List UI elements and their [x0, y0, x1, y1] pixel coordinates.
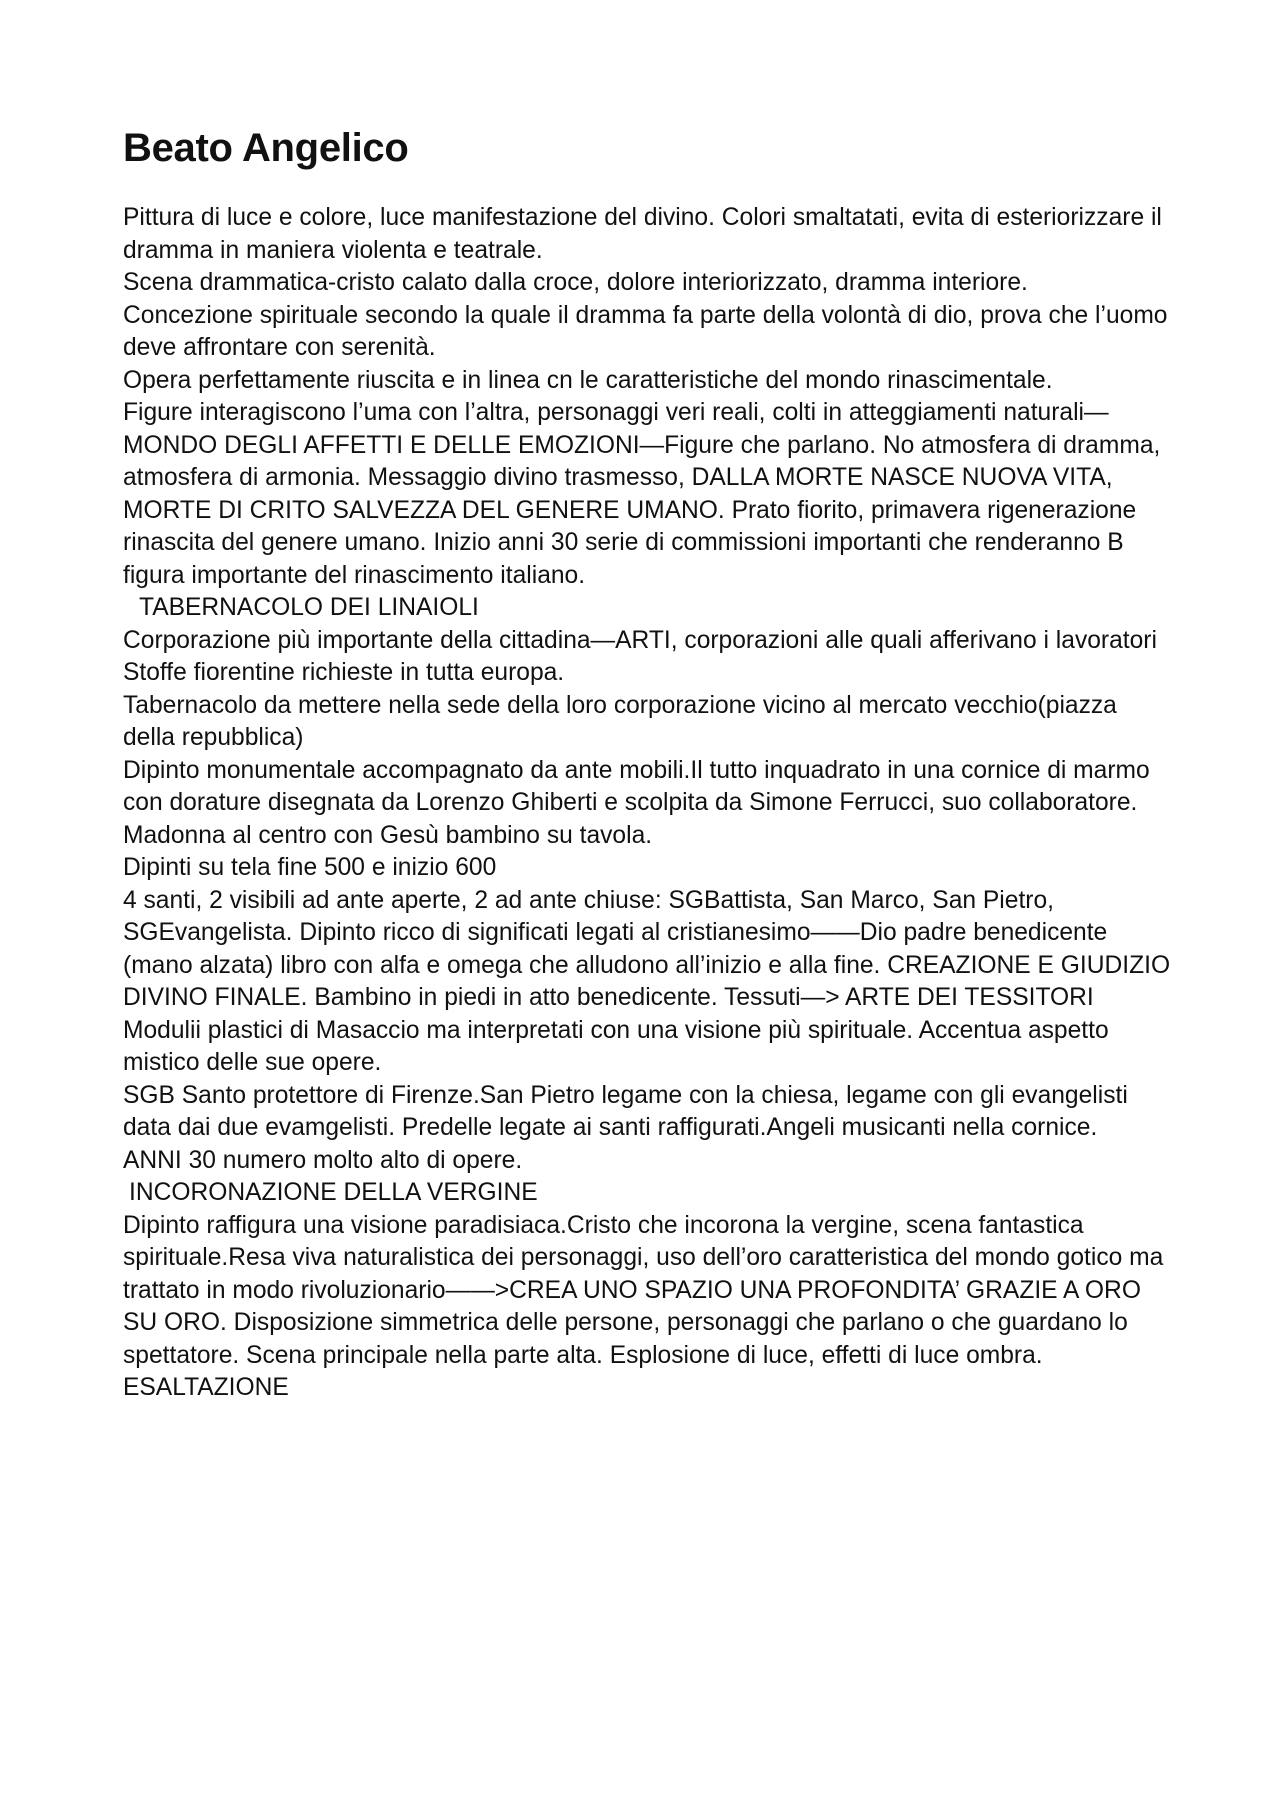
document-title: Beato Angelico: [123, 126, 409, 170]
paragraph: 4 santi, 2 visibili ad ante aperte, 2 ad ante chiuse: SGBattista, San Marco, San Pietro, SGEvangelista. Dipinto ricco di significati legati al cristianesimo——Dio padre benedicente (mano alzata) libro con alfa e omega che alludono all’inizio e alla fine. CREAZIONE E GIUDIZIO DIVINO FINALE. Bambino in piedi in atto benedicente. Tessuti—> ARTE DEI TESSITORI: [123, 886, 1171, 1011]
paragraph: Madonna al centro con Gesù bambino su tavola.: [123, 821, 653, 849]
paragraph: Dipinti su tela fine 500 e inizio 600: [123, 854, 497, 881]
paragraph: SGB Santo protettore di Firenze.San Pietro legame con la chiesa, legame con gli evangelisti data dai due evamgelisti. Predelle legate ai santi raffigurati.Angeli musicanti nella cornice.: [123, 1081, 1128, 1141]
paragraph: Scena drammatica-cristo calato dalla croce, dolore interiorizzato, dramma interiore.: [123, 269, 1028, 296]
section-heading-incoronazione: INCORONAZIONE DELLA VERGINE: [129, 1179, 538, 1206]
paragraph: Concezione spirituale secondo la quale il dramma fa parte della volontà di dio, prova che l’uomo deve affrontare con serenità.: [123, 301, 1168, 361]
paragraph: Tabernacolo da mettere nella sede della loro corporazione vicino al mercato vecchio(piazza della repubblica): [123, 691, 1117, 751]
paragraph: Figure interagiscono l’uma con l’altra, personaggi veri reali, colti in atteggiamenti naturali—MONDO DEGLI AFFETTI E DELLE EMOZIONI—Figure che parlano. No atmosfera di dramma, atmosfera di armonia. Messaggio divino trasmesso, DALLA MORTE NASCE NUOVA VITA, MORTE DI CRITO SALVEZZA DEL GENERE UMANO. Prato fiorito, primavera rigenerazione rinascita del genere umano. Inizio anni 30 serie di commissioni importanti che renderanno B figura importante del rinascimento italiano.: [123, 399, 1161, 589]
paragraph: ANNI 30 numero molto alto di opere.: [123, 1146, 523, 1174]
paragraph: Dipinto raffigura una visione paradisiaca.Cristo che incorona la vergine, scena fantastica spirituale.Resa viva naturalistica dei personaggi, uso dell’oro caratteristica del mondo gotico ma trattato in modo rivoluzionario——>CREA UNO SPAZIO UNA PROFONDITA’ GRAZIE A ORO SU ORO. Disposizione simmetrica delle persone, personaggi che parlano o che guardano lo spettatore. Scena principale nella parte alta. Esplosione di luce, effetti di luce ombra. ESALTAZIONE: [123, 1211, 1164, 1401]
paragraph: Dipinto monumentale accompagnato da ante mobili.Il tutto inquadrato in una cornice di marmo con dorature disegnata da Lorenzo Ghiberti e scolpita da Simone Ferrucci, suo collaboratore.: [123, 756, 1150, 816]
paragraph: Opera perfettamente riuscita e in linea cn le caratteristiche del mondo rinascimentale.: [123, 366, 1053, 394]
document-page: [123, 124, 1173, 1405]
paragraph: Stoffe fiorentine richieste in tutta europa.: [123, 659, 565, 686]
paragraph: Corporazione più importante della cittadina—ARTI, corporazioni alle quali afferivano i lavoratori: [123, 626, 1157, 654]
paragraph: Modulii plastici di Masaccio ma interpretati con una visione più spirituale. Accentua aspetto mistico delle sue opere.: [123, 1016, 1109, 1076]
document-body: [123, 202, 1173, 1405]
paragraph: Pittura di luce e colore, luce manifestazione del divino. Colori smaltatati, evita di esteriorizzare il dramma in maniera violenta e teatrale.: [123, 204, 1162, 264]
section-heading-tabernacolo: TABERNACOLO DEI LINAIOLI: [139, 594, 479, 621]
